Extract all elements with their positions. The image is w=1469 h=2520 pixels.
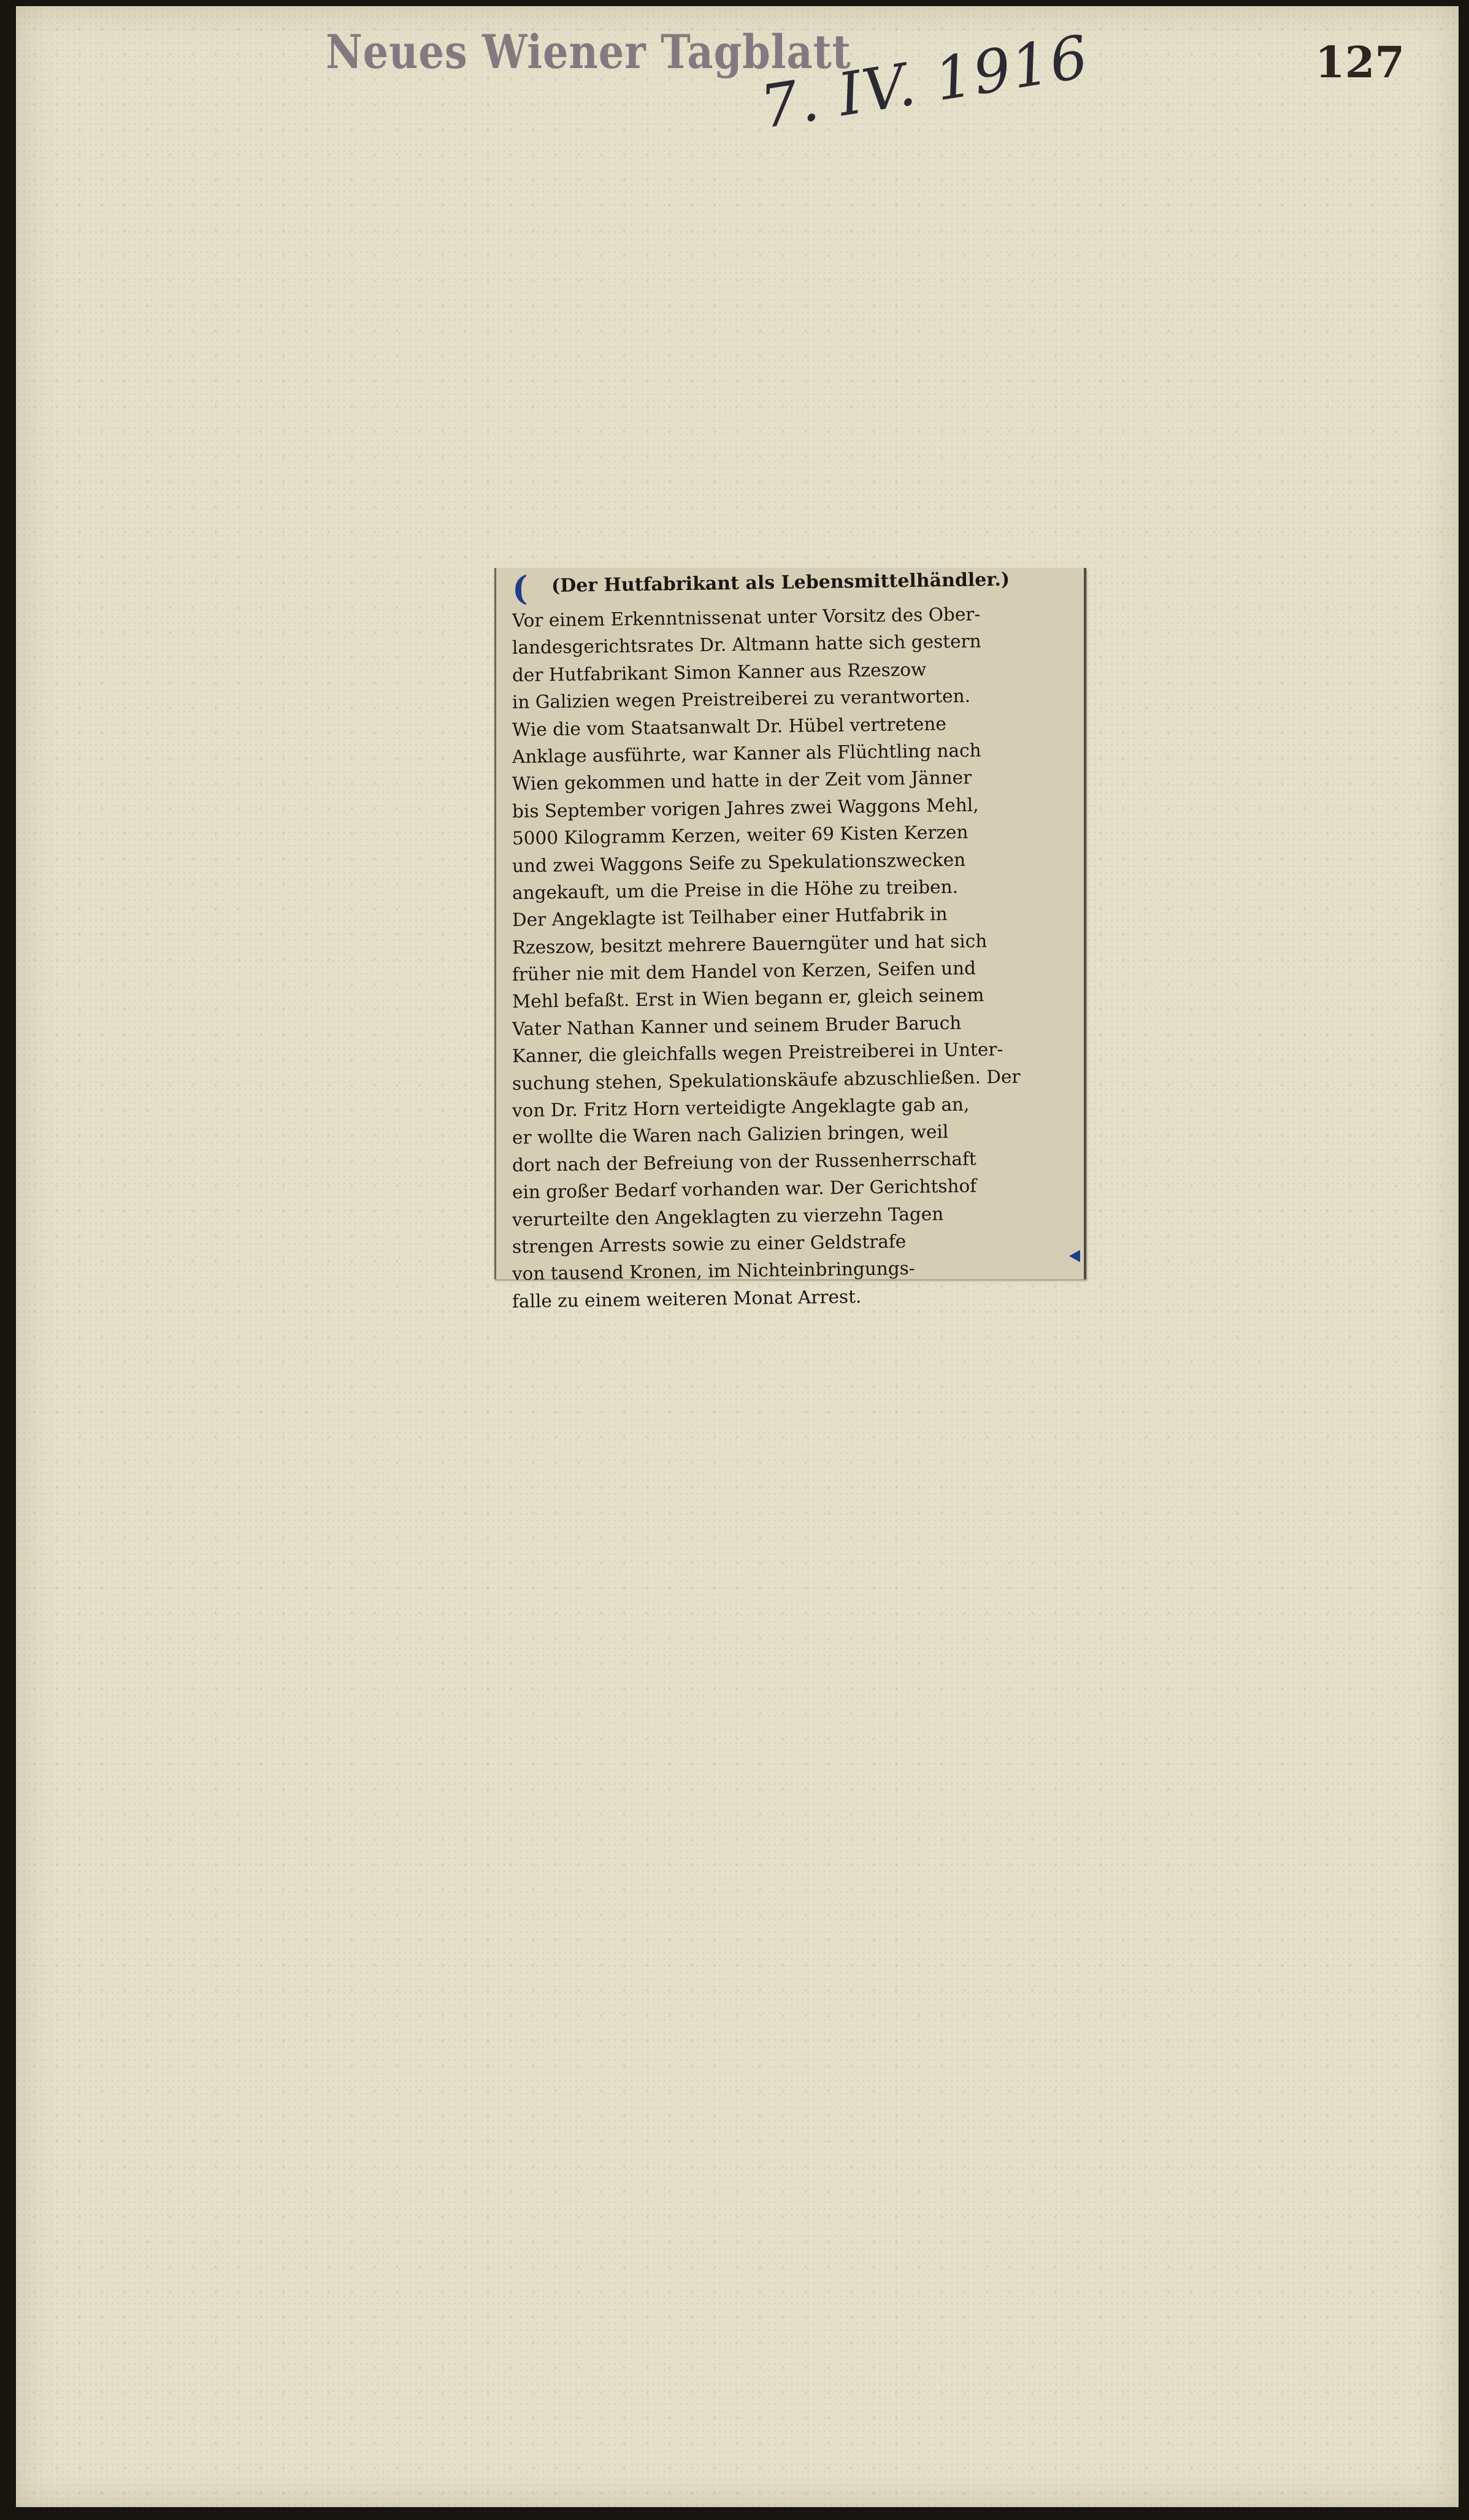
article-line: Vor einem Erkenntnissenat unter Vorsitz des Ober- [512,603,981,631]
article-line: ein großer Bedarf vorhanden war. Der Gerichtshof [512,1175,977,1203]
article-line: in Galizien wegen Preistreiberei zu verantworten. [512,685,971,713]
article-line: 5000 Kilogramm Kerzen, weiter 69 Kisten Kerzen [512,821,968,849]
article-line: früher nie mit dem Handel von Kerzen, Seifen und [512,957,976,986]
article-line: er wollte die Waren nach Galizien bringen, weil [512,1121,949,1149]
article-line: von tausend Kronen, im Nichteinbringungs- [512,1258,915,1285]
article-line: Wien gekommen und hatte in der Zeit vom Jänner [512,767,972,795]
article-line: suchung stehen, Spekulationskäufe abzuschließen. Der [512,1066,1021,1094]
article-line: Rzeszow, besitzt mehrere Bauerngüter und hat sich [512,930,988,958]
article-headline: (Der Hutfabrikant als Lebensmittelhändler.) [551,569,1010,597]
article-line: Mehl befaßt. Erst in Wien begann er, gleich seinem [512,984,984,1013]
article-line: der Hutfabrikant Simon Kanner aus Rzeszow [512,659,927,686]
article-line: Anklage ausführte, war Kanner als Flüchtling nach [512,740,981,767]
newspaper-name-stamp: Neues Wiener Tagblatt [326,25,851,79]
blue-pencil-arrow-icon [1069,1250,1080,1262]
article-line: und zwei Waggons Seife zu Spekulationszwecken [512,849,966,876]
handwritten-date: 7. IV. 1916 [756,22,1094,142]
article-line: verurteilte den Angeklagten zu vierzehn Tagen [512,1203,944,1230]
article-line: Der Angeklagte ist Teilhaber einer Hutfabrik in [512,903,948,931]
newspaper-clipping [494,568,1086,1312]
article-line: dort nach der Befreiung von der Russenherrschaft [512,1148,977,1176]
article-line: Wie die vom Staatsanwalt Dr. Hübel vertretene [512,713,947,740]
article-body [512,603,1070,1315]
blue-pencil-mark-icon: ( [512,569,528,608]
article-line: bis September vorigen Jahres zwei Waggons Mehl, [512,794,979,822]
article-line: von Dr. Fritz Horn verteidigte Angeklagte gab an, [512,1093,970,1122]
article-line: strengen Arrests sowie zu einer Geldstrafe [512,1231,907,1257]
page-number: 127 [1315,37,1405,88]
article-line: angekauft, um die Preise in die Höhe zu treiben. [512,876,959,903]
article-line: landesgerichtsrates Dr. Altmann hatte sich gestern [512,630,981,659]
article-line: falle zu einem weiteren Monat Arrest. [512,1285,862,1312]
archive-sheet [16,6,1459,2507]
article-line: Kanner, die gleichfalls wegen Preistreiberei in Unter- [512,1039,1003,1067]
article-line: Vater Nathan Kanner und seinem Bruder Baruch [512,1012,962,1040]
